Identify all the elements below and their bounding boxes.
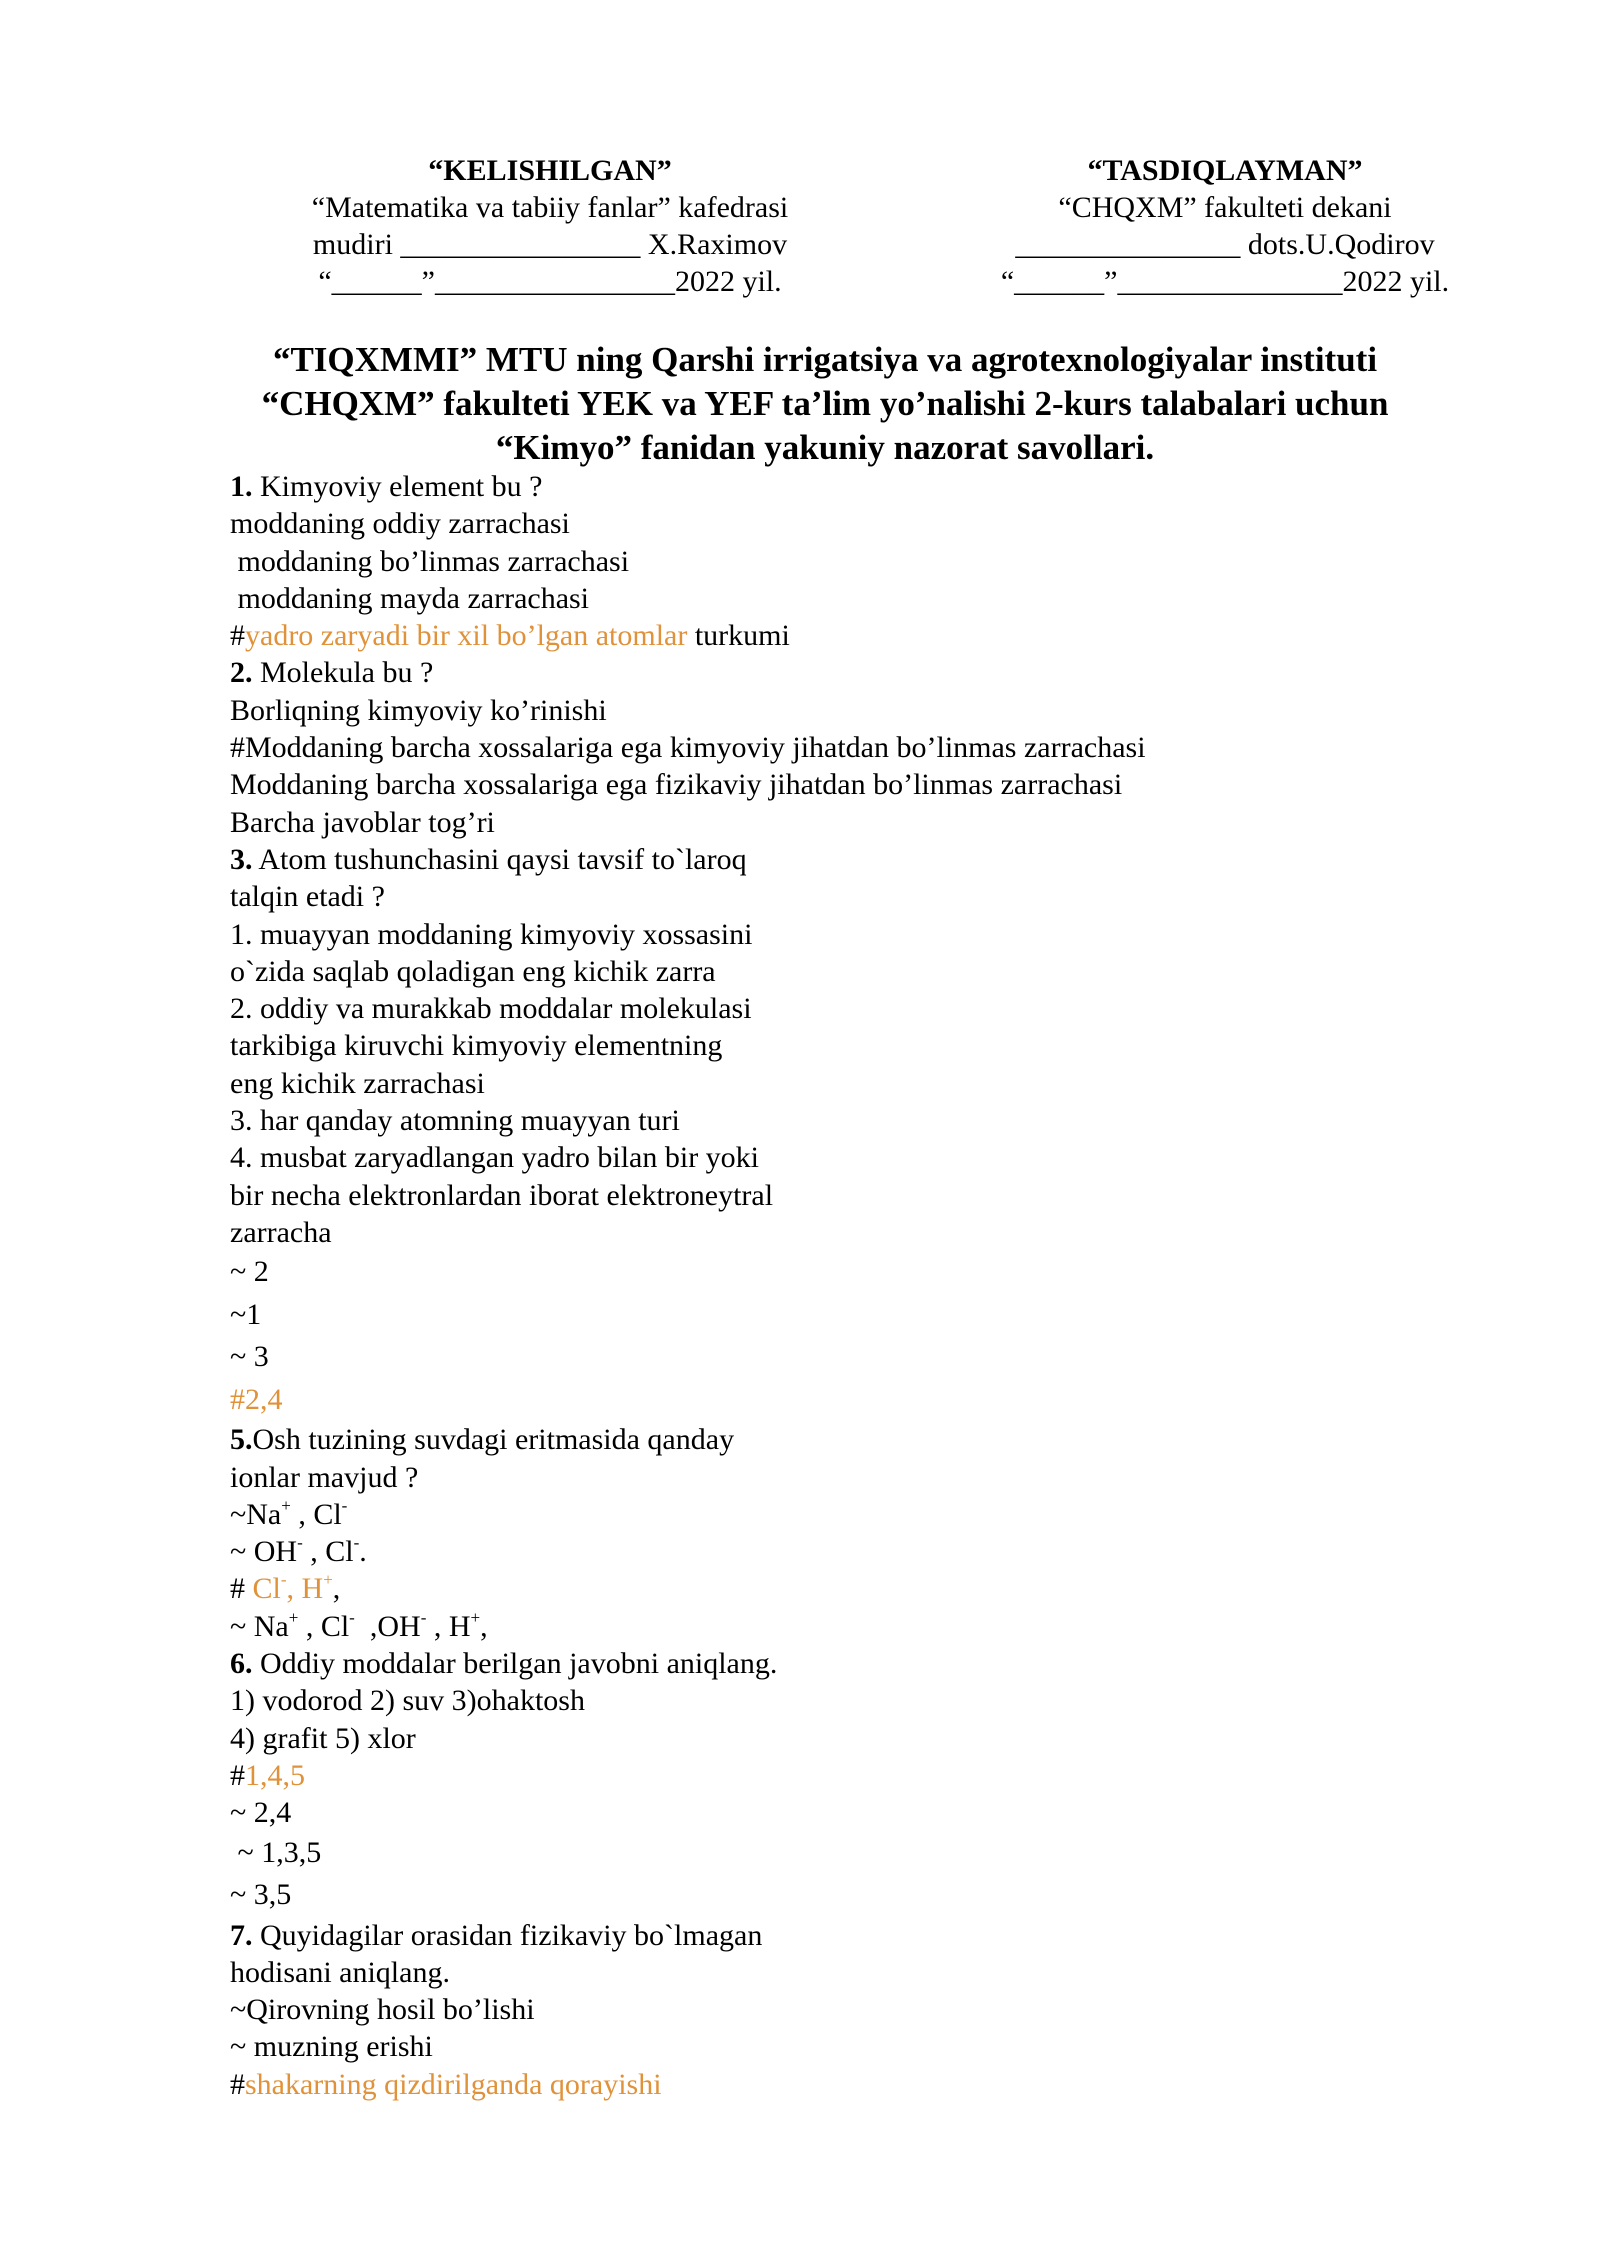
ion: , Cl [298, 1609, 350, 1643]
answer-highlight: yadro zaryadi bir xil bo’lgan atomlar [245, 619, 688, 653]
question-1 [230, 468, 1530, 505]
charge: - [341, 1495, 348, 1515]
charge: - [420, 1607, 427, 1627]
charge: - [297, 1533, 303, 1553]
question-number: 5. [230, 1423, 253, 1457]
question-text: Quyidagilar orasidan fizikaviy bo`lmagan [252, 1918, 763, 1952]
approval-block-approved [915, 152, 1535, 300]
ion: , Cl [290, 1497, 342, 1531]
question-number: 6. [230, 1647, 253, 1681]
question-number: 7. [230, 1918, 253, 1952]
option: ~ 2 [230, 1255, 269, 1289]
option: ~ 3 [230, 1340, 269, 1374]
statement: o`zida saqlab qoladigan eng kichik zarra [230, 954, 716, 988]
ion: , H [426, 1609, 471, 1643]
option [230, 1533, 1530, 1570]
statement: 2. oddiy va murakkab moddalar molekulasi [230, 992, 752, 1026]
approval-line: _______________ dots.U.Qodirov [1015, 228, 1435, 261]
question-6 [230, 1645, 1530, 1682]
answer-mark: # [230, 1758, 245, 1792]
title-line: “TIQXMMI” MTU ning Qarshi irrigatsiya va agrotexnologiyalar instituti [272, 340, 1378, 379]
statement: 3. har qanday atomning muayyan turi [230, 1104, 680, 1138]
question-number: 2. [230, 656, 253, 690]
charge: + [281, 1495, 291, 1515]
ion: , H [286, 1572, 324, 1606]
question-text: Atom tushunchasini qaysi tavsif to`laroq [252, 842, 747, 876]
question-text: talqin etadi ? [230, 880, 385, 914]
correct-answer: #2,4 [230, 1382, 283, 1416]
question-text: ionlar mavjud ? [230, 1460, 419, 1494]
question-3 [230, 841, 1530, 878]
charge: - [349, 1607, 355, 1627]
statement: tarkibiga kiruvchi kimyoviy elementning [230, 1029, 723, 1063]
approval-line: “______”_______________2022 yil. [1000, 265, 1450, 298]
correct-answer [230, 2066, 1530, 2103]
approval-line: “CHQXM” fakulteti dekani [1058, 191, 1392, 224]
option: ~ 2,4 [230, 1796, 292, 1830]
correct-answer: #Moddaning barcha xossalariga ega kimyoviy jihatdan bo’linmas zarrachasi [230, 731, 1146, 765]
statement: 1) vodorod 2) suv 3)ohaktosh [230, 1684, 585, 1718]
option: ~Qirovning hosil bo’lishi [230, 1993, 535, 2027]
document-title [200, 338, 1450, 470]
title-line: “CHQXM” fakulteti YEK va YEF ta’lim yo’nalishi 2-kurs talabalari uchun [261, 384, 1389, 423]
punctuation: , [480, 1609, 488, 1643]
approval-line: “______”________________2022 yil. [318, 265, 782, 298]
charge: + [470, 1607, 481, 1627]
correct-answer [230, 617, 1530, 654]
ion: Cl [252, 1572, 281, 1606]
answer-highlight: shakarning qizdirilganda qorayishi [245, 2067, 662, 2101]
option: moddaning mayda zarrachasi [230, 581, 590, 615]
ion: ,OH [354, 1609, 421, 1643]
statement: 1. muayyan moddaning kimyoviy xossasini [230, 917, 753, 951]
statement: bir necha elektronlardan iborat elektroneytral [230, 1178, 774, 1212]
ion: , Cl [302, 1535, 354, 1569]
option: Moddaning barcha xossalariga ega fizikaviy jihatdan bo’linmas zarrachasi [230, 768, 1123, 802]
option: moddaning bo’linmas zarrachasi [230, 544, 630, 578]
statement: zarracha [230, 1215, 332, 1249]
approval-line: “Matematika va tabiiy fanlar” kafedrasi [311, 191, 789, 224]
correct-answer [230, 1570, 1530, 1607]
option [230, 1496, 1530, 1533]
question-5 [230, 1421, 1530, 1458]
question-text: Molekula bu ? [252, 656, 434, 690]
statement: eng kichik zarrachasi [230, 1066, 485, 1100]
option: ~1 [230, 1297, 262, 1331]
option [230, 1608, 1530, 1645]
ion: ~ OH [230, 1535, 298, 1569]
correct-answer [230, 1757, 1530, 1794]
approval-block-agreed [240, 152, 860, 300]
answer-mark: # [230, 1572, 253, 1606]
question-number: 1. [230, 470, 253, 503]
option: ~ muzning erishi [230, 2030, 433, 2064]
question-text: hodisani aniqlang. [230, 1955, 450, 1989]
charge: + [288, 1607, 299, 1627]
questions-body [230, 468, 1530, 2103]
statement: 4. musbat zaryadlangan yadro bilan bir yoki [230, 1141, 760, 1175]
answer-mark: # [230, 2067, 245, 2101]
ion: ~ Na [230, 1609, 289, 1643]
question-2 [230, 654, 1530, 691]
charge: - [280, 1570, 287, 1590]
charge: - [353, 1533, 360, 1553]
question-7 [230, 1917, 1530, 1954]
approval-heading: “KELISHILGAN” [428, 154, 672, 187]
option: Borliqning kimyoviy ko’rinishi [230, 693, 607, 727]
approval-heading: “TASDIQLAYMAN” [1087, 154, 1363, 187]
option: ~ 1,3,5 [230, 1835, 322, 1869]
punctuation: , [332, 1572, 341, 1606]
option: ~ 3,5 [230, 1878, 292, 1911]
option: Barcha javoblar tog’ri [230, 805, 495, 839]
answer-mark: # [230, 619, 245, 653]
question-number: 3. [230, 842, 253, 876]
title-line: “Kimyo” fanidan yakuniy nazorat savollari. [495, 428, 1155, 467]
answer-highlight: 1,4,5 [245, 1758, 305, 1792]
punctuation: . [359, 1535, 367, 1569]
statement: 4) grafit 5) xlor [230, 1721, 416, 1755]
approval-line: mudiri ________________ X.Raximov [312, 228, 788, 261]
answer-rest: turkumi [687, 619, 790, 653]
question-text: Oddiy moddalar berilgan javobni aniqlang. [252, 1647, 778, 1681]
question-text: Kimyoviy element bu ? [252, 470, 543, 503]
option: moddaning oddiy zarrachasi [230, 507, 570, 541]
ion: ~Na [230, 1497, 282, 1531]
question-text: Osh tuzining suvdagi eritmasida qanday [252, 1423, 735, 1457]
charge: + [323, 1570, 333, 1590]
